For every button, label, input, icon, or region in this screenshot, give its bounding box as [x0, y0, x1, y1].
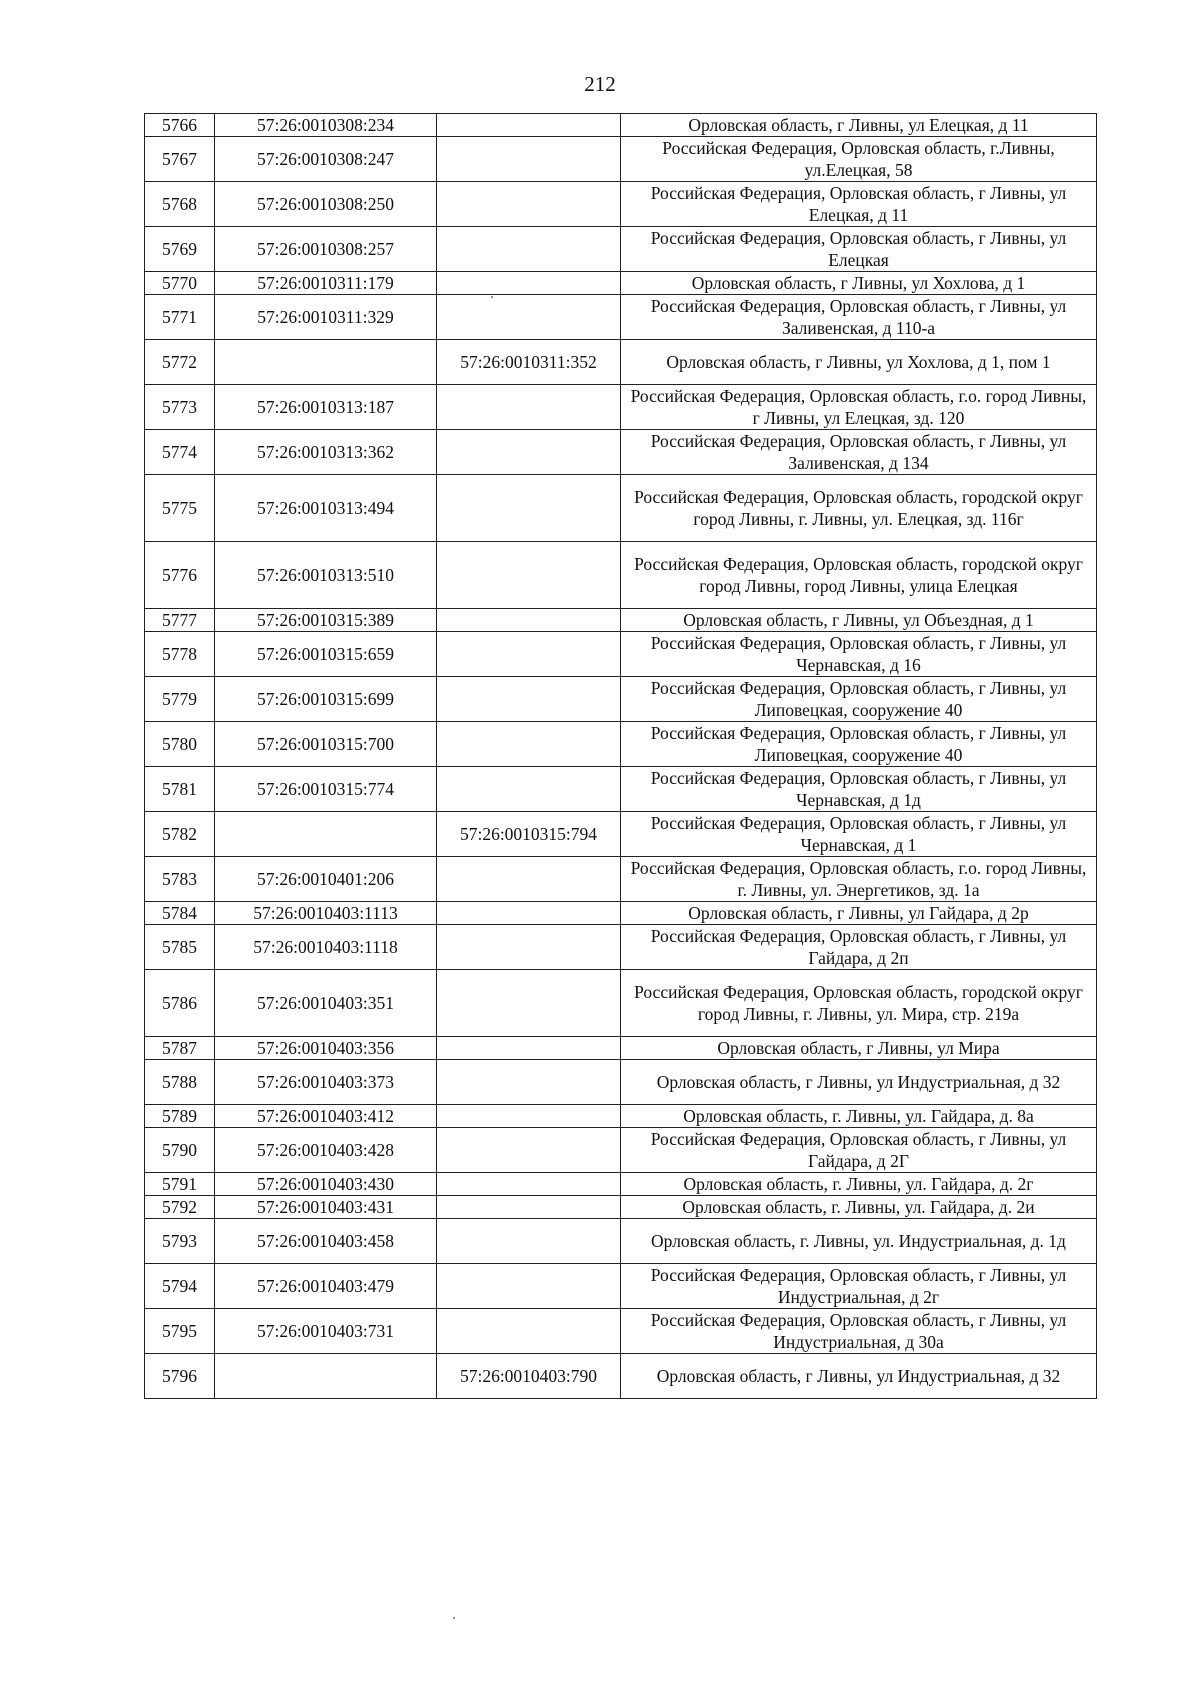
table-row — [145, 1196, 1097, 1219]
table-row — [145, 340, 1097, 385]
address: Российская Федерация, Орловская область, г Ливны, ул Заливенская, д 110-а — [621, 295, 1097, 340]
table-row — [145, 857, 1097, 902]
table-row — [145, 677, 1097, 722]
record-number: 5785 — [145, 925, 215, 970]
record-number: 5776 — [145, 542, 215, 609]
land-cadastral-number: 57:26:0010401:206 — [215, 857, 437, 902]
record-number: 5770 — [145, 272, 215, 295]
address: Российская Федерация, Орловская область, г.Ливны, ул.Елецкая, 58 — [621, 137, 1097, 182]
address: Орловская область, г Ливны, ул Хохлова, д 1 — [621, 272, 1097, 295]
land-cadastral-number: 57:26:0010308:250 — [215, 182, 437, 227]
address: Российская Федерация, Орловская область, г Ливны, ул Чернавская, д 16 — [621, 632, 1097, 677]
record-number: 5769 — [145, 227, 215, 272]
address: Орловская область, г. Ливны, ул. Гайдара, д. 8а — [621, 1105, 1097, 1128]
table-row — [145, 1128, 1097, 1173]
record-number: 5767 — [145, 137, 215, 182]
address: Орловская область, г Ливны, ул Объездная, д 1 — [621, 609, 1097, 632]
table-row — [145, 430, 1097, 475]
object-cadastral-number — [437, 1219, 621, 1264]
land-cadastral-number — [215, 1354, 437, 1399]
table-row — [145, 1060, 1097, 1105]
land-cadastral-number: 57:26:0010308:234 — [215, 114, 437, 137]
address: Российская Федерация, Орловская область, городской округ город Ливны, г. Ливны, ул. Елецкая, зд. 116г — [621, 475, 1097, 542]
object-cadastral-number — [437, 902, 621, 925]
record-number: 5784 — [145, 902, 215, 925]
record-number: 5788 — [145, 1060, 215, 1105]
land-cadastral-number: 57:26:0010313:510 — [215, 542, 437, 609]
record-number: 5781 — [145, 767, 215, 812]
table-row — [145, 722, 1097, 767]
object-cadastral-number — [437, 385, 621, 430]
address: Российская Федерация, Орловская область, городской округ город Ливны, г. Ливны, ул. Мира, стр. 219а — [621, 970, 1097, 1037]
table-row — [145, 227, 1097, 272]
object-cadastral-number — [437, 272, 621, 295]
object-cadastral-number — [437, 677, 621, 722]
table-row — [145, 1037, 1097, 1060]
address: Российская Федерация, Орловская область, г.о. город Ливны, г. Ливны, ул. Энергетиков, зд. 1а — [621, 857, 1097, 902]
record-number: 5792 — [145, 1196, 215, 1219]
address: Российская Федерация, Орловская область, г Ливны, ул Индустриальная, д 2г — [621, 1264, 1097, 1309]
object-cadastral-number — [437, 1196, 621, 1219]
table-row — [145, 295, 1097, 340]
record-number: 5794 — [145, 1264, 215, 1309]
land-cadastral-number: 57:26:0010313:494 — [215, 475, 437, 542]
table-row — [145, 632, 1097, 677]
table-row — [145, 902, 1097, 925]
object-cadastral-number — [437, 430, 621, 475]
object-cadastral-number — [437, 295, 621, 340]
address: Российская Федерация, Орловская область, г Ливны, ул Липовецкая, сооружение 40 — [621, 722, 1097, 767]
land-cadastral-number: 57:26:0010403:373 — [215, 1060, 437, 1105]
table-row — [145, 114, 1097, 137]
address: Российская Федерация, Орловская область, г Ливны, ул Липовецкая, сооружение 40 — [621, 677, 1097, 722]
land-cadastral-number: 57:26:0010315:699 — [215, 677, 437, 722]
table-row — [145, 272, 1097, 295]
land-cadastral-number: 57:26:0010315:389 — [215, 609, 437, 632]
table-row — [145, 182, 1097, 227]
record-number: 5774 — [145, 430, 215, 475]
record-number: 5786 — [145, 970, 215, 1037]
land-cadastral-number: 57:26:0010308:257 — [215, 227, 437, 272]
table-row — [145, 812, 1097, 857]
object-cadastral-number — [437, 137, 621, 182]
object-cadastral-number — [437, 114, 621, 137]
address: Российская Федерация, Орловская область, г Ливны, ул Гайдара, д 2п — [621, 925, 1097, 970]
object-cadastral-number — [437, 1037, 621, 1060]
address: Российская Федерация, Орловская область, г Ливны, ул Елецкая — [621, 227, 1097, 272]
address: Орловская область, г. Ливны, ул. Индустриальная, д. 1д — [621, 1219, 1097, 1264]
table-row — [145, 475, 1097, 542]
record-number: 5773 — [145, 385, 215, 430]
land-cadastral-number: 57:26:0010315:774 — [215, 767, 437, 812]
table-row — [145, 1264, 1097, 1309]
object-cadastral-number: 57:26:0010315:794 — [437, 812, 621, 857]
table-row — [145, 385, 1097, 430]
record-number: 5775 — [145, 475, 215, 542]
land-cadastral-number: 57:26:0010308:247 — [215, 137, 437, 182]
record-number: 5779 — [145, 677, 215, 722]
land-cadastral-number: 57:26:0010403:412 — [215, 1105, 437, 1128]
object-cadastral-number — [437, 475, 621, 542]
land-cadastral-number: 57:26:0010315:700 — [215, 722, 437, 767]
address: Российская Федерация, Орловская область, г Ливны, ул Гайдара, д 2Г — [621, 1128, 1097, 1173]
record-number: 5777 — [145, 609, 215, 632]
record-number: 5780 — [145, 722, 215, 767]
object-cadastral-number — [437, 970, 621, 1037]
address: Орловская область, г Ливны, ул Мира — [621, 1037, 1097, 1060]
object-cadastral-number — [437, 1264, 621, 1309]
registry-table-body — [145, 114, 1097, 1399]
record-number: 5772 — [145, 340, 215, 385]
object-cadastral-number — [437, 767, 621, 812]
record-number: 5787 — [145, 1037, 215, 1060]
land-cadastral-number: 57:26:0010311:179 — [215, 272, 437, 295]
table-row — [145, 1219, 1097, 1264]
table-row — [145, 137, 1097, 182]
land-cadastral-number: 57:26:0010403:428 — [215, 1128, 437, 1173]
table-row — [145, 542, 1097, 609]
record-number: 5795 — [145, 1309, 215, 1354]
record-number: 5782 — [145, 812, 215, 857]
object-cadastral-number — [437, 542, 621, 609]
table-row — [145, 970, 1097, 1037]
object-cadastral-number — [437, 1105, 621, 1128]
address: Российская Федерация, Орловская область, городской округ город Ливны, город Ливны, улица Елецкая — [621, 542, 1097, 609]
land-cadastral-number — [215, 812, 437, 857]
record-number: 5778 — [145, 632, 215, 677]
land-cadastral-number: 57:26:0010403:1113 — [215, 902, 437, 925]
address: Орловская область, г Ливны, ул Елецкая, д 11 — [621, 114, 1097, 137]
land-cadastral-number: 57:26:0010403:1118 — [215, 925, 437, 970]
land-cadastral-number: 57:26:0010403:356 — [215, 1037, 437, 1060]
table-row — [145, 1173, 1097, 1196]
land-cadastral-number: 57:26:0010403:430 — [215, 1173, 437, 1196]
land-cadastral-number: 57:26:0010313:362 — [215, 430, 437, 475]
address: Орловская область, г. Ливны, ул. Гайдара, д. 2г — [621, 1173, 1097, 1196]
scan-speck — [453, 1617, 455, 1619]
object-cadastral-number — [437, 1309, 621, 1354]
registry-table — [144, 113, 1097, 1399]
land-cadastral-number: 57:26:0010315:659 — [215, 632, 437, 677]
table-row — [145, 767, 1097, 812]
object-cadastral-number — [437, 609, 621, 632]
object-cadastral-number: 57:26:0010311:352 — [437, 340, 621, 385]
object-cadastral-number — [437, 925, 621, 970]
table-row — [145, 1354, 1097, 1399]
address: Орловская область, г Ливны, ул Индустриальная, д 32 — [621, 1354, 1097, 1399]
record-number: 5791 — [145, 1173, 215, 1196]
land-cadastral-number — [215, 340, 437, 385]
address: Российская Федерация, Орловская область, г Ливны, ул Чернавская, д 1д — [621, 767, 1097, 812]
table-row — [145, 1309, 1097, 1354]
object-cadastral-number — [437, 182, 621, 227]
address: Российская Федерация, Орловская область, г Ливны, ул Заливенская, д 134 — [621, 430, 1097, 475]
land-cadastral-number: 57:26:0010403:458 — [215, 1219, 437, 1264]
object-cadastral-number — [437, 632, 621, 677]
record-number: 5766 — [145, 114, 215, 137]
address: Российская Федерация, Орловская область, г Ливны, ул Елецкая, д 11 — [621, 182, 1097, 227]
table-row — [145, 925, 1097, 970]
record-number: 5789 — [145, 1105, 215, 1128]
land-cadastral-number: 57:26:0010313:187 — [215, 385, 437, 430]
land-cadastral-number: 57:26:0010403:351 — [215, 970, 437, 1037]
record-number: 5771 — [145, 295, 215, 340]
object-cadastral-number — [437, 1128, 621, 1173]
land-cadastral-number: 57:26:0010311:329 — [215, 295, 437, 340]
scan-speck — [491, 296, 493, 298]
page-number: 212 — [584, 72, 616, 96]
record-number: 5793 — [145, 1219, 215, 1264]
record-number: 5783 — [145, 857, 215, 902]
object-cadastral-number — [437, 857, 621, 902]
land-cadastral-number: 57:26:0010403:479 — [215, 1264, 437, 1309]
address: Орловская область, г Ливны, ул Хохлова, д 1, пом 1 — [621, 340, 1097, 385]
table-row — [145, 1105, 1097, 1128]
record-number: 5796 — [145, 1354, 215, 1399]
object-cadastral-number — [437, 227, 621, 272]
land-cadastral-number: 57:26:0010403:431 — [215, 1196, 437, 1219]
record-number: 5768 — [145, 182, 215, 227]
object-cadastral-number — [437, 722, 621, 767]
object-cadastral-number — [437, 1060, 621, 1105]
table-row — [145, 609, 1097, 632]
land-cadastral-number: 57:26:0010403:731 — [215, 1309, 437, 1354]
address: Орловская область, г Ливны, ул Гайдара, д 2р — [621, 902, 1097, 925]
address: Российская Федерация, Орловская область, г Ливны, ул Индустриальная, д 30а — [621, 1309, 1097, 1354]
object-cadastral-number — [437, 1173, 621, 1196]
record-number: 5790 — [145, 1128, 215, 1173]
object-cadastral-number: 57:26:0010403:790 — [437, 1354, 621, 1399]
address: Орловская область, г Ливны, ул Индустриальная, д 32 — [621, 1060, 1097, 1105]
address: Российская Федерация, Орловская область, г.о. город Ливны, г Ливны, ул Елецкая, зд. 120 — [621, 385, 1097, 430]
address: Российская Федерация, Орловская область, г Ливны, ул Чернавская, д 1 — [621, 812, 1097, 857]
address: Орловская область, г. Ливны, ул. Гайдара, д. 2и — [621, 1196, 1097, 1219]
